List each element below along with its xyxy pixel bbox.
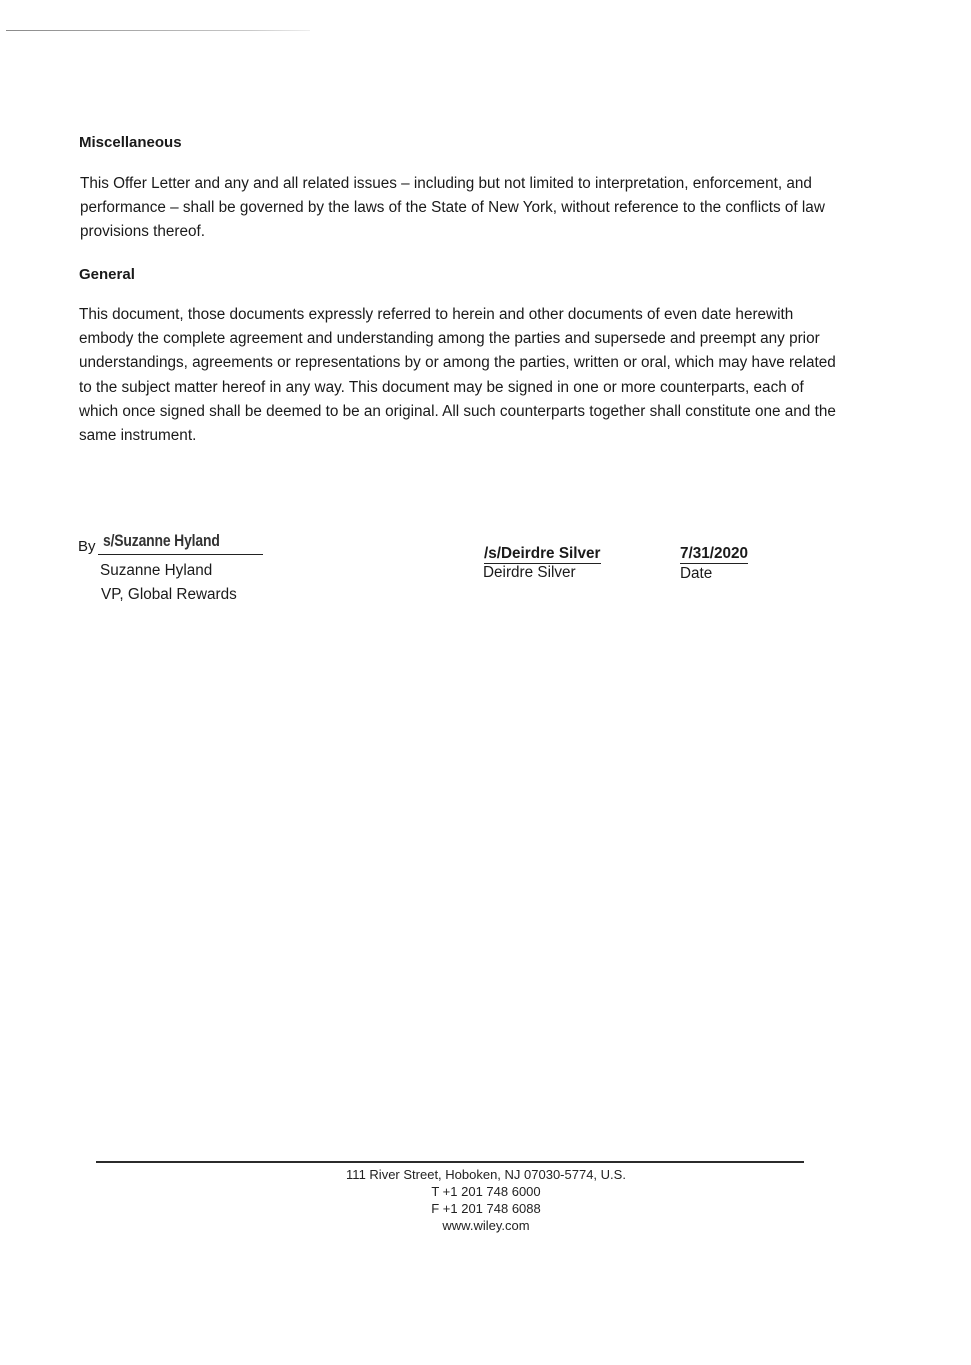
miscellaneous-heading: Miscellaneous: [79, 134, 182, 151]
footer: [96, 1166, 876, 1234]
company-signature: s/Suzanne Hyland: [103, 531, 220, 550]
miscellaneous-paragraph: [80, 172, 895, 245]
by-label: By: [78, 538, 96, 555]
company-signer-name: Suzanne Hyland: [100, 562, 213, 579]
general-heading: General: [79, 266, 135, 283]
paragraph-line: performance – shall be governed by the laws of the State of New York, without reference to the conflicts of law: [80, 199, 825, 217]
paragraph-line: embody the complete agreement and understanding among the parties and supersede and preempt any prior: [79, 330, 820, 348]
footer-phone: T +1 201 748 6000: [431, 1184, 541, 1199]
top-divider: [6, 30, 310, 31]
employee-signature: /s/Deirdre Silver: [484, 545, 601, 562]
paragraph-line: to the subject matter hereof in any way. This document may be signed in one or more counterparts, each of: [79, 378, 804, 396]
date-label: Date: [680, 565, 713, 582]
footer-address: 111 River Street, Hoboken, NJ 07030-5774, U.S.: [346, 1167, 626, 1182]
paragraph-line: same instrument.: [79, 427, 197, 445]
paragraph-line: which once signed shall be deemed to be an original. All such counterparts together shall constitute one and the: [79, 402, 836, 420]
company-signer-title: VP, Global Rewards: [101, 586, 237, 603]
paragraph-line: This Offer Letter and any and all related issues – including but not limited to interpretation, enforcement, and: [80, 175, 812, 192]
general-paragraph: [79, 303, 897, 448]
paragraph-line: understandings, agreements or representations by or among the parties, written or oral, which may have related: [79, 354, 836, 372]
signature-date: 7/31/2020: [680, 545, 749, 562]
footer-website: www.wiley.com: [442, 1218, 530, 1233]
footer-fax: F +1 201 748 6088: [431, 1201, 541, 1216]
footer-divider: [96, 1161, 804, 1163]
paragraph-line: provisions thereof.: [80, 223, 205, 241]
employee-name: Deirdre Silver: [483, 564, 576, 581]
paragraph-line: This document, those documents expressly referred to herein and other documents of even date herewith: [79, 306, 794, 323]
